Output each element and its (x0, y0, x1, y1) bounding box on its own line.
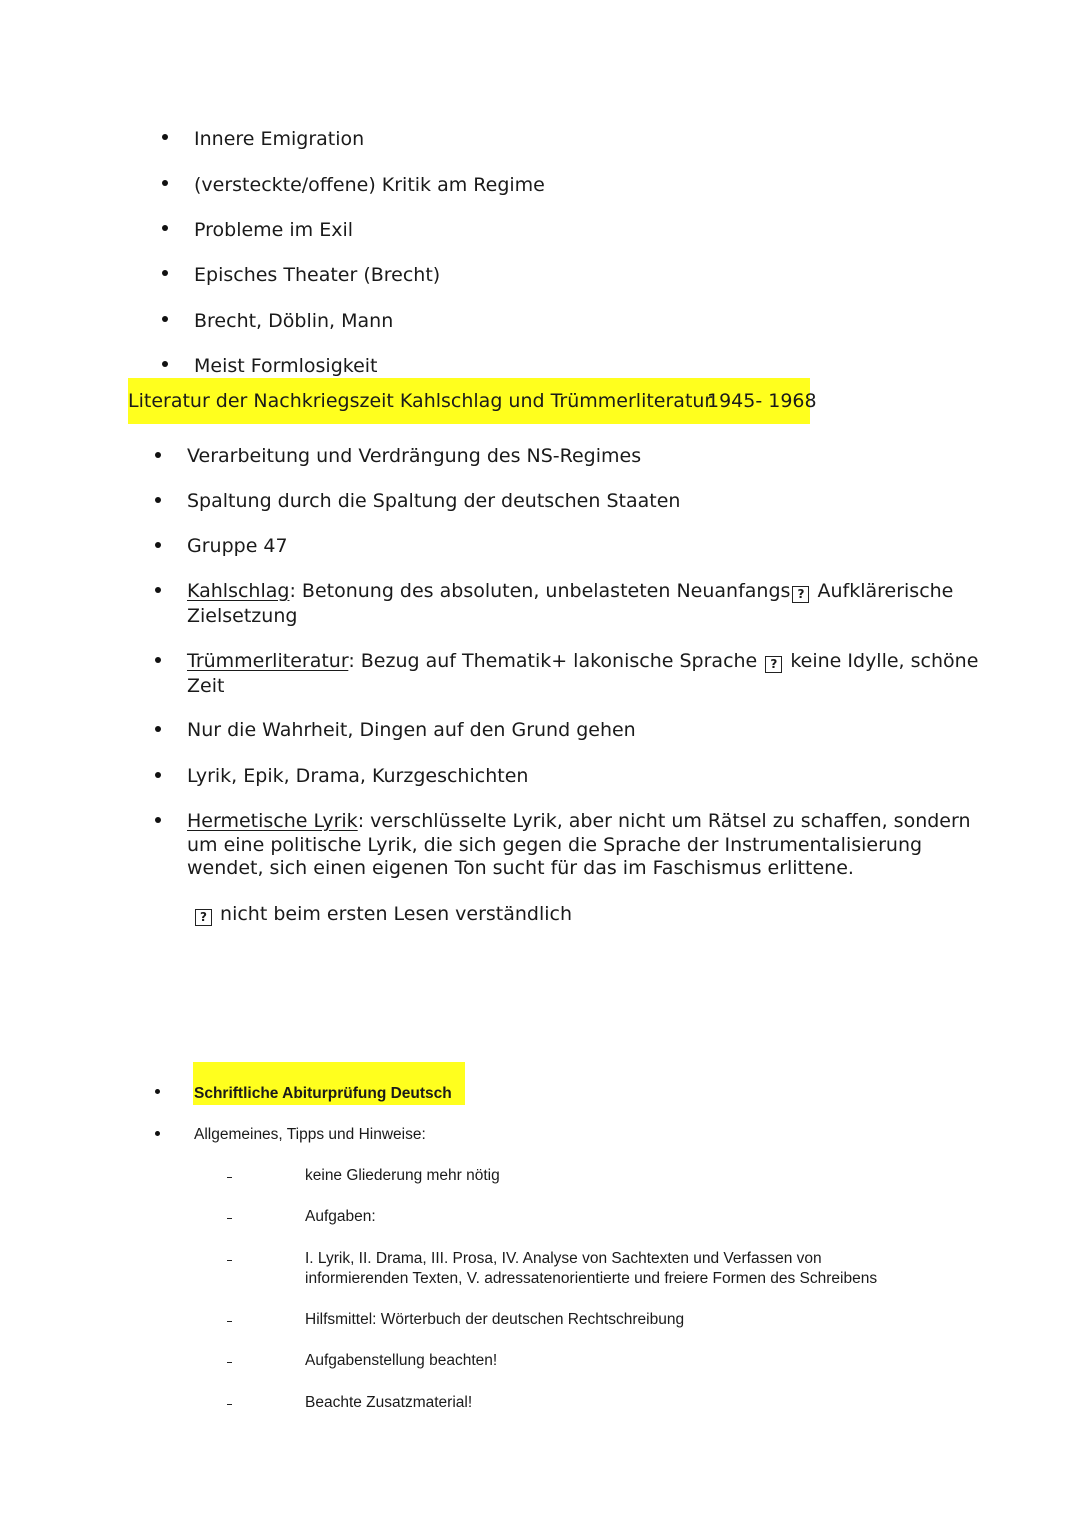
list-item-continuation: Zeit (187, 675, 225, 697)
bullet (155, 452, 161, 458)
heading-title: Literatur der Nachkriegszeit Kahlschlag und Trümmerliteratur (128, 390, 713, 412)
bullet (155, 1131, 160, 1136)
bullet (162, 316, 168, 322)
list-item (187, 809, 971, 833)
dash (227, 1404, 232, 1405)
question-box-icon: ? (792, 586, 809, 603)
item-text: : verschlüsselte Lyrik, aber nicht um Rätsel zu schaffen, sondern (357, 810, 971, 832)
list-item: Meist Formlosigkeit (194, 355, 378, 377)
list-item: Lyrik, Epik, Drama, Kurzgeschichten (187, 765, 529, 787)
list-item: Verarbeitung und Verdrängung des NS-Regimes (187, 445, 642, 467)
dash (227, 1260, 232, 1261)
list-item: Aufgabenstellung beachten! (305, 1352, 498, 1369)
list-item-continuation: um eine politische Lyrik, die sich gegen die Sprache der Instrumentalisierung (187, 834, 923, 856)
bullet (155, 497, 161, 503)
heading-years: 1945- 1968 (707, 390, 817, 412)
term-truemmerliteratur: Trümmerliteratur (187, 650, 349, 672)
item-text: Aufklärerische (811, 580, 954, 602)
section-c-title-highlight (193, 1062, 465, 1105)
list-item: Brecht, Döblin, Mann (194, 310, 394, 332)
bullet (162, 270, 168, 276)
list-item: Hilfsmittel: Wörterbuch der deutschen Rechtschreibung (305, 1311, 685, 1328)
item-text: keine Idylle, schöne (784, 650, 979, 672)
list-item-continuation: informierenden Texten, V. adressatenorientierte und freiere Formen des Schreibens (305, 1270, 878, 1287)
bullet (162, 180, 168, 186)
list-item-continuation: Zielsetzung (187, 605, 298, 627)
bullet (162, 361, 168, 367)
dash (227, 1321, 232, 1322)
term-hermetische-lyrik: Hermetische Lyrik (187, 810, 358, 832)
list-item: Nur die Wahrheit, Dingen auf den Grund gehen (187, 719, 636, 741)
item-text: : Bezug auf Thematik+ lakonische Sprache (348, 650, 764, 672)
list-item: Aufgaben: (305, 1208, 376, 1225)
term-kahlschlag: Kahlschlag (187, 580, 290, 602)
intro-text: Allgemeines, Tipps und Hinweise: (194, 1126, 426, 1143)
note-line (195, 902, 572, 926)
question-box-icon: ? (765, 656, 782, 673)
list-item: Episches Theater (Brecht) (194, 264, 441, 286)
list-item: (versteckte/offene) Kritik am Regime (194, 174, 545, 196)
bullet (162, 225, 168, 231)
bullet (155, 772, 161, 778)
dash (227, 1218, 232, 1219)
bullet (162, 134, 168, 140)
bullet (155, 587, 161, 593)
list-item (187, 579, 953, 603)
list-item: Probleme im Exil (194, 219, 354, 241)
list-item: Spaltung durch die Spaltung der deutschen Staaten (187, 490, 681, 512)
item-text: : Betonung des absoluten, unbelasteten Neuanfangs (289, 580, 791, 602)
section-c-title: Schriftliche Abiturprüfung Deutsch (194, 1085, 452, 1102)
list-item-continuation: wendet, sich einen eigenen Ton sucht für das im Faschismus erlittene. (187, 857, 854, 879)
question-box-icon: ? (195, 909, 212, 926)
dash (227, 1177, 232, 1178)
list-item: I. Lyrik, II. Drama, III. Prosa, IV. Analyse von Sachtexten und Verfassen von (305, 1250, 822, 1267)
list-item: Beachte Zusatzmaterial! (305, 1394, 473, 1411)
list-item: Innere Emigration (194, 128, 365, 150)
bullet (155, 726, 161, 732)
section-heading (128, 378, 817, 424)
list-item: Gruppe 47 (187, 535, 288, 557)
dash (227, 1362, 232, 1363)
bullet (155, 817, 161, 823)
bullet (155, 1089, 160, 1094)
list-item: keine Gliederung mehr nötig (305, 1167, 500, 1184)
list-item (187, 649, 978, 673)
bullet (155, 542, 161, 548)
bullet (155, 657, 161, 663)
note-text: nicht beim ersten Lesen verständlich (214, 903, 573, 925)
